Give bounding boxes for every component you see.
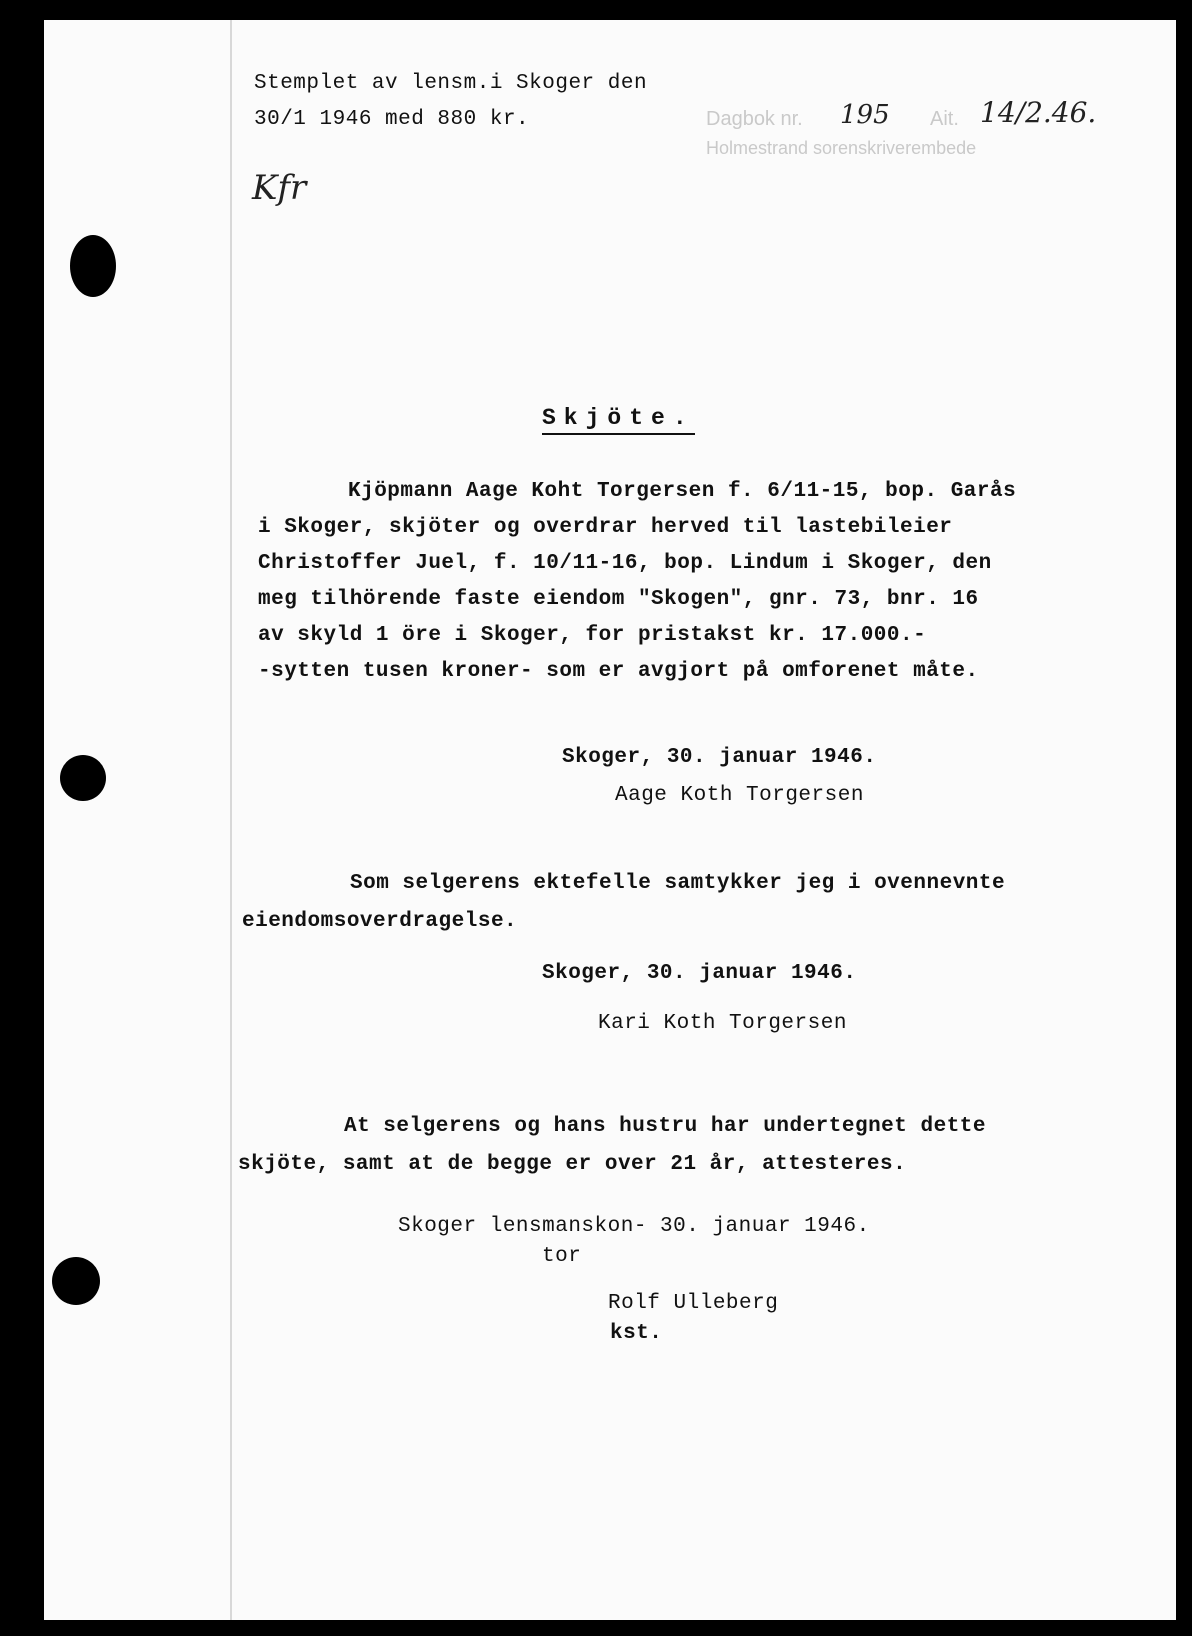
punch-hole-bottom	[52, 1257, 100, 1305]
place-date-continuation: tor	[542, 1245, 582, 1268]
place-date: Skoger lensmanskon- 30. januar 1946.	[398, 1215, 870, 1238]
body-line: Kjöpmann Aage Koht Torgersen f. 6/11-15, bop. Garås	[348, 480, 1017, 503]
attest-line: skjöte, samt at de begge er over 21 år, attesteres.	[238, 1153, 907, 1176]
consent-line: eiendomsoverdragelse.	[242, 910, 518, 933]
document-title: Skjöte.	[542, 405, 695, 435]
place-date: Skoger, 30. januar 1946.	[562, 746, 877, 769]
place-date: Skoger, 30. januar 1946.	[542, 962, 857, 985]
body-line: meg tilhörende faste eiendom "Skogen", gnr. 73, bnr. 16	[258, 588, 979, 611]
margin-line	[230, 20, 232, 1620]
dagbok-label: Dagbok nr.	[706, 108, 803, 130]
attest-line: At selgerens og hans hustru har undertegnet dette	[344, 1115, 987, 1138]
body-line: -sytten tusen kroner- som er avgjort på omforenet måte.	[258, 660, 979, 683]
signature: Rolf Ulleberg	[608, 1292, 779, 1315]
dagbok-number: 195	[840, 100, 890, 130]
punch-hole-top	[70, 235, 116, 297]
document-page	[44, 20, 1176, 1620]
signature: Kari Koth Torgersen	[598, 1012, 847, 1035]
body-line: av skyld 1 öre i Skoger, for pristakst kr. 17.000.-	[258, 624, 927, 647]
punch-hole-middle	[60, 755, 106, 801]
stamp-note-line-1: Stemplet av lensm.i Skoger den	[254, 72, 648, 95]
body-line: i Skoger, skjöter og overdrar herved til lastebileier	[258, 516, 953, 539]
stamp-note-line-2: 30/1 1946 med 880 kr.	[254, 108, 530, 131]
signature-title: kst.	[610, 1322, 663, 1345]
body-line: Christoffer Juel, f. 10/11-16, bop. Lindum i Skoger, den	[258, 552, 992, 575]
dagbok-date-label: Ait.	[930, 108, 959, 130]
signature: Aage Koth Torgersen	[615, 784, 864, 807]
consent-line: Som selgerens ektefelle samtykker jeg i ovennevnte	[350, 872, 1006, 895]
handwritten-initials: Kfr	[252, 168, 307, 208]
dagbok-date: 14/2.46.	[980, 96, 1097, 129]
office-stamp: Holmestrand sorenskriverembede	[706, 138, 977, 158]
